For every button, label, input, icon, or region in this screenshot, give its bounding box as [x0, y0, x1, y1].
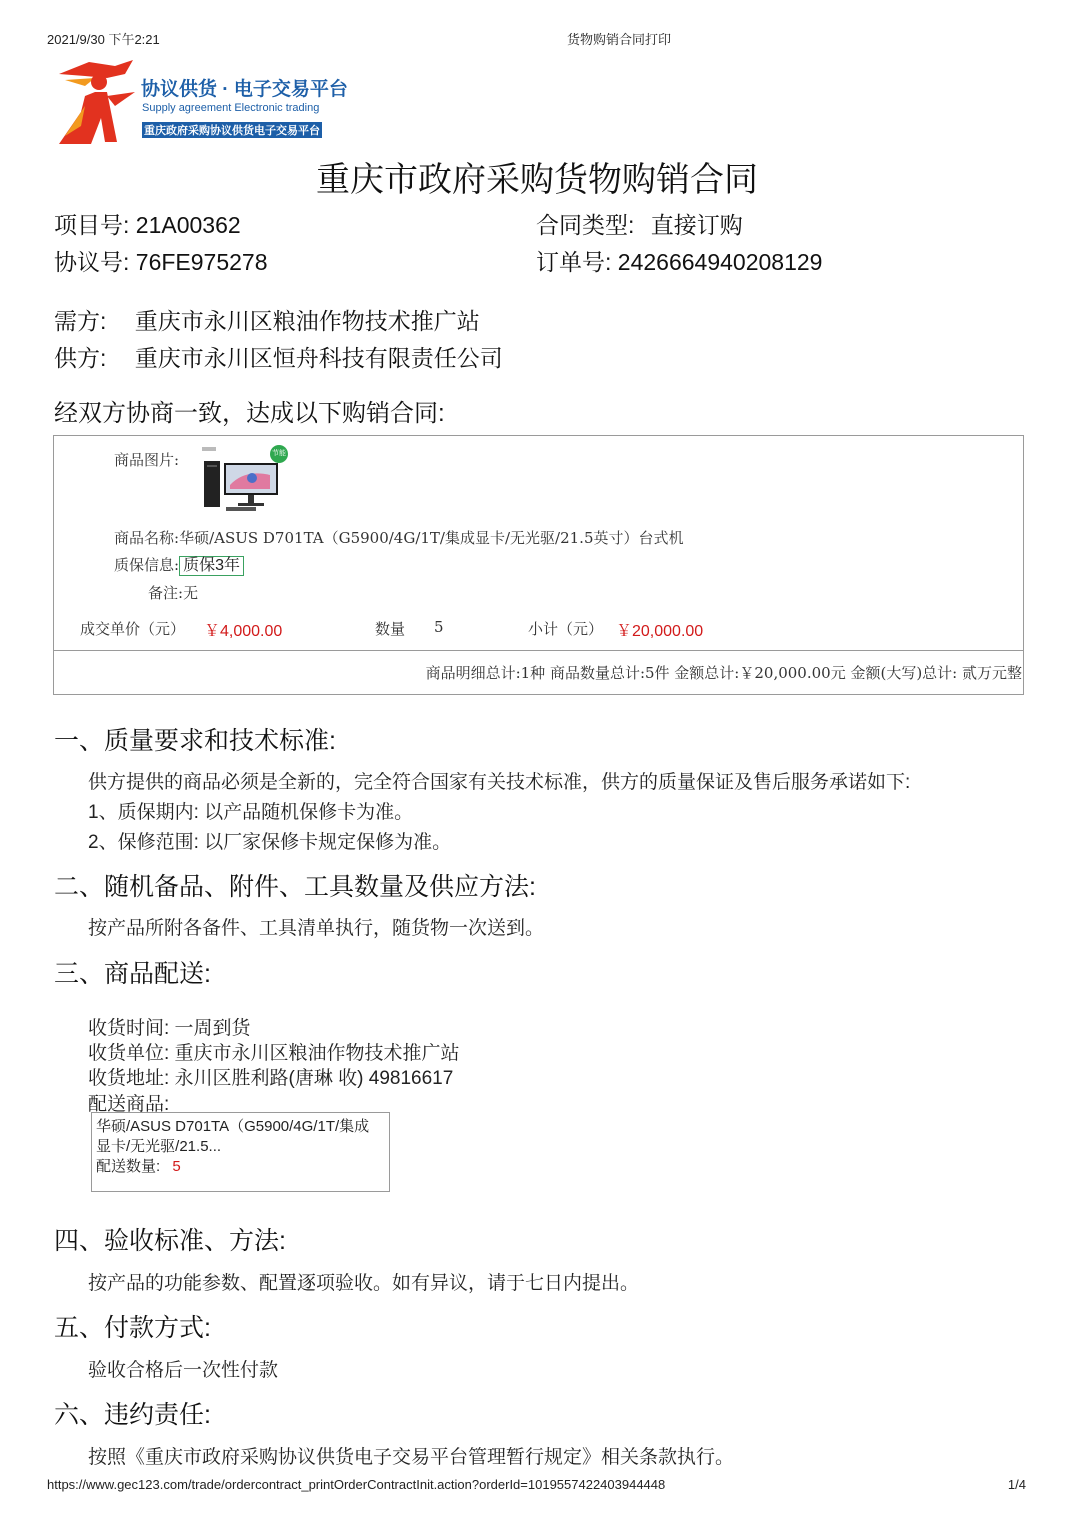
print-page-number: 1/4: [1007, 1477, 1026, 1492]
delivery-time: 收货时间: 一周到货: [88, 1018, 251, 1039]
project-no-label: 项目号:: [54, 212, 130, 238]
order-no-label: 订单号:: [536, 249, 612, 275]
supplier-row: [54, 340, 503, 373]
section-4-title: 四、验收标准、方法:: [54, 1227, 286, 1255]
warranty-value: 质保3年: [179, 556, 244, 576]
warranty-row: [114, 554, 244, 576]
logo-name-en: Supply agreement Electronic trading: [142, 102, 320, 114]
subtotal-label: 小计（元）: [528, 620, 604, 638]
delivery-goods-line-1: 华硕/ASUS D701TA（G5900/4G/1T/集成: [96, 1118, 370, 1135]
section-1-title: 一、质量要求和技术标准:: [54, 727, 336, 755]
section-6-title: 六、违约责任:: [54, 1401, 211, 1429]
platform-logo: [55, 56, 355, 148]
section-4-para-1: 按产品的功能参数、配置逐项验收。如有异议，请于七日内提出。: [88, 1273, 640, 1294]
section-5-title: 五、付款方式:: [54, 1314, 211, 1342]
supplier-value: 重庆市永川区恒舟科技有限责任公司: [134, 345, 503, 371]
subtotal-value: ￥20,000.00: [616, 623, 704, 640]
contract-type-label: 合同类型:: [536, 212, 635, 238]
order-summary: 商品明细总计:1种 商品数量总计:5件 金额总计:￥20,000.00元 金额(大写)总计: 贰万元整: [425, 664, 1022, 682]
section-1-para-3: 2、保修范围: 以厂家保修卡规定保修为准。: [88, 832, 452, 853]
print-page-title: 货物购销合同打印: [567, 32, 672, 47]
section-2-para-1: 按产品所附各备件、工具清单执行，随货物一次送到。: [88, 918, 545, 939]
product-table-divider: [54, 650, 1023, 651]
product-name-row: [114, 527, 683, 548]
order-no-row: [536, 244, 822, 277]
delivery-unit: 收货单位: 重庆市永川区粮油作物技术推广站: [88, 1043, 460, 1064]
logo-name-cn: 协议供货 · 电子交易平台: [141, 79, 348, 100]
unit-price-value: ￥4,000.00: [204, 623, 283, 640]
remark-value: 无: [183, 584, 199, 602]
product-image: [200, 445, 292, 515]
product-image-label: 商品图片:: [114, 451, 180, 469]
delivery-qty-label: 配送数量:: [96, 1158, 161, 1175]
warranty-label: 质保信息:: [114, 556, 180, 574]
agreement-no-value: 76FE975278: [135, 249, 268, 275]
contract-type-value: 直接订购: [650, 212, 743, 238]
print-url: https://www.gec123.com/trade/ordercontract_printOrderContractInit.action?orderId=1019557422403944448: [47, 1477, 666, 1492]
delivery-goods-line-2: 显卡/无光驱/21.5...: [96, 1138, 222, 1155]
energy-saving-badge: 节能: [270, 445, 288, 463]
contract-intro: 经双方协商一致，达成以下购销合同:: [54, 400, 445, 427]
supplier-label: 供方:: [54, 345, 107, 371]
logo-figure-icon: [55, 56, 141, 148]
project-no-row: [54, 207, 241, 240]
remark-label: 备注:: [148, 584, 184, 602]
delivery-qty-row: [96, 1155, 181, 1176]
order-no-value: 2426664940208129: [617, 249, 823, 275]
contract-type-row: [536, 207, 743, 240]
section-2-title: 二、随机备品、附件、工具数量及供应方法:: [54, 873, 536, 901]
section-6-para-1: 按照《重庆市政府采购协议供货电子交易平台管理暂行规定》相关条款执行。: [88, 1447, 735, 1468]
section-5-para-1: 验收合格后一次性付款: [88, 1360, 279, 1381]
document-title: 重庆市政府采购货物购销合同: [316, 161, 758, 199]
delivery-goods-label: 配送商品:: [88, 1094, 170, 1115]
buyer-value: 重庆市永川区粮油作物技术推广站: [134, 308, 480, 334]
agreement-no-label: 协议号:: [54, 249, 130, 275]
buyer-label: 需方:: [54, 308, 107, 334]
product-name-label: 商品名称:: [114, 529, 180, 547]
agreement-no-row: [54, 244, 268, 277]
quantity-value: 5: [434, 618, 444, 636]
logo-subtitle: 重庆政府采购协议供货电子交易平台: [142, 122, 322, 138]
section-3-title: 三、商品配送:: [54, 960, 211, 988]
section-1-para-2: 1、质保期内: 以产品随机保修卡为准。: [88, 802, 414, 823]
section-1-para-1: 供方提供的商品必须是全新的，完全符合国家有关技术标准，供方的质量保证及售后服务承诺如下:: [88, 772, 911, 793]
delivery-address: 收货地址: 永川区胜利路(唐琳 收) 49816617: [88, 1068, 454, 1089]
buyer-row: [54, 303, 480, 336]
print-datetime: 2021/9/30 下午2:21: [47, 32, 160, 47]
unit-price-label: 成交单价（元）: [80, 620, 186, 638]
remark-row: [148, 582, 198, 603]
delivery-qty-value: 5: [172, 1158, 181, 1175]
project-no-value: 21A00362: [135, 212, 241, 238]
product-name-value: 华硕/ASUS D701TA（G5900/4G/1T/集成显卡/无光驱/21.5英寸）台式机: [179, 529, 684, 547]
quantity-label: 数量: [375, 620, 406, 638]
